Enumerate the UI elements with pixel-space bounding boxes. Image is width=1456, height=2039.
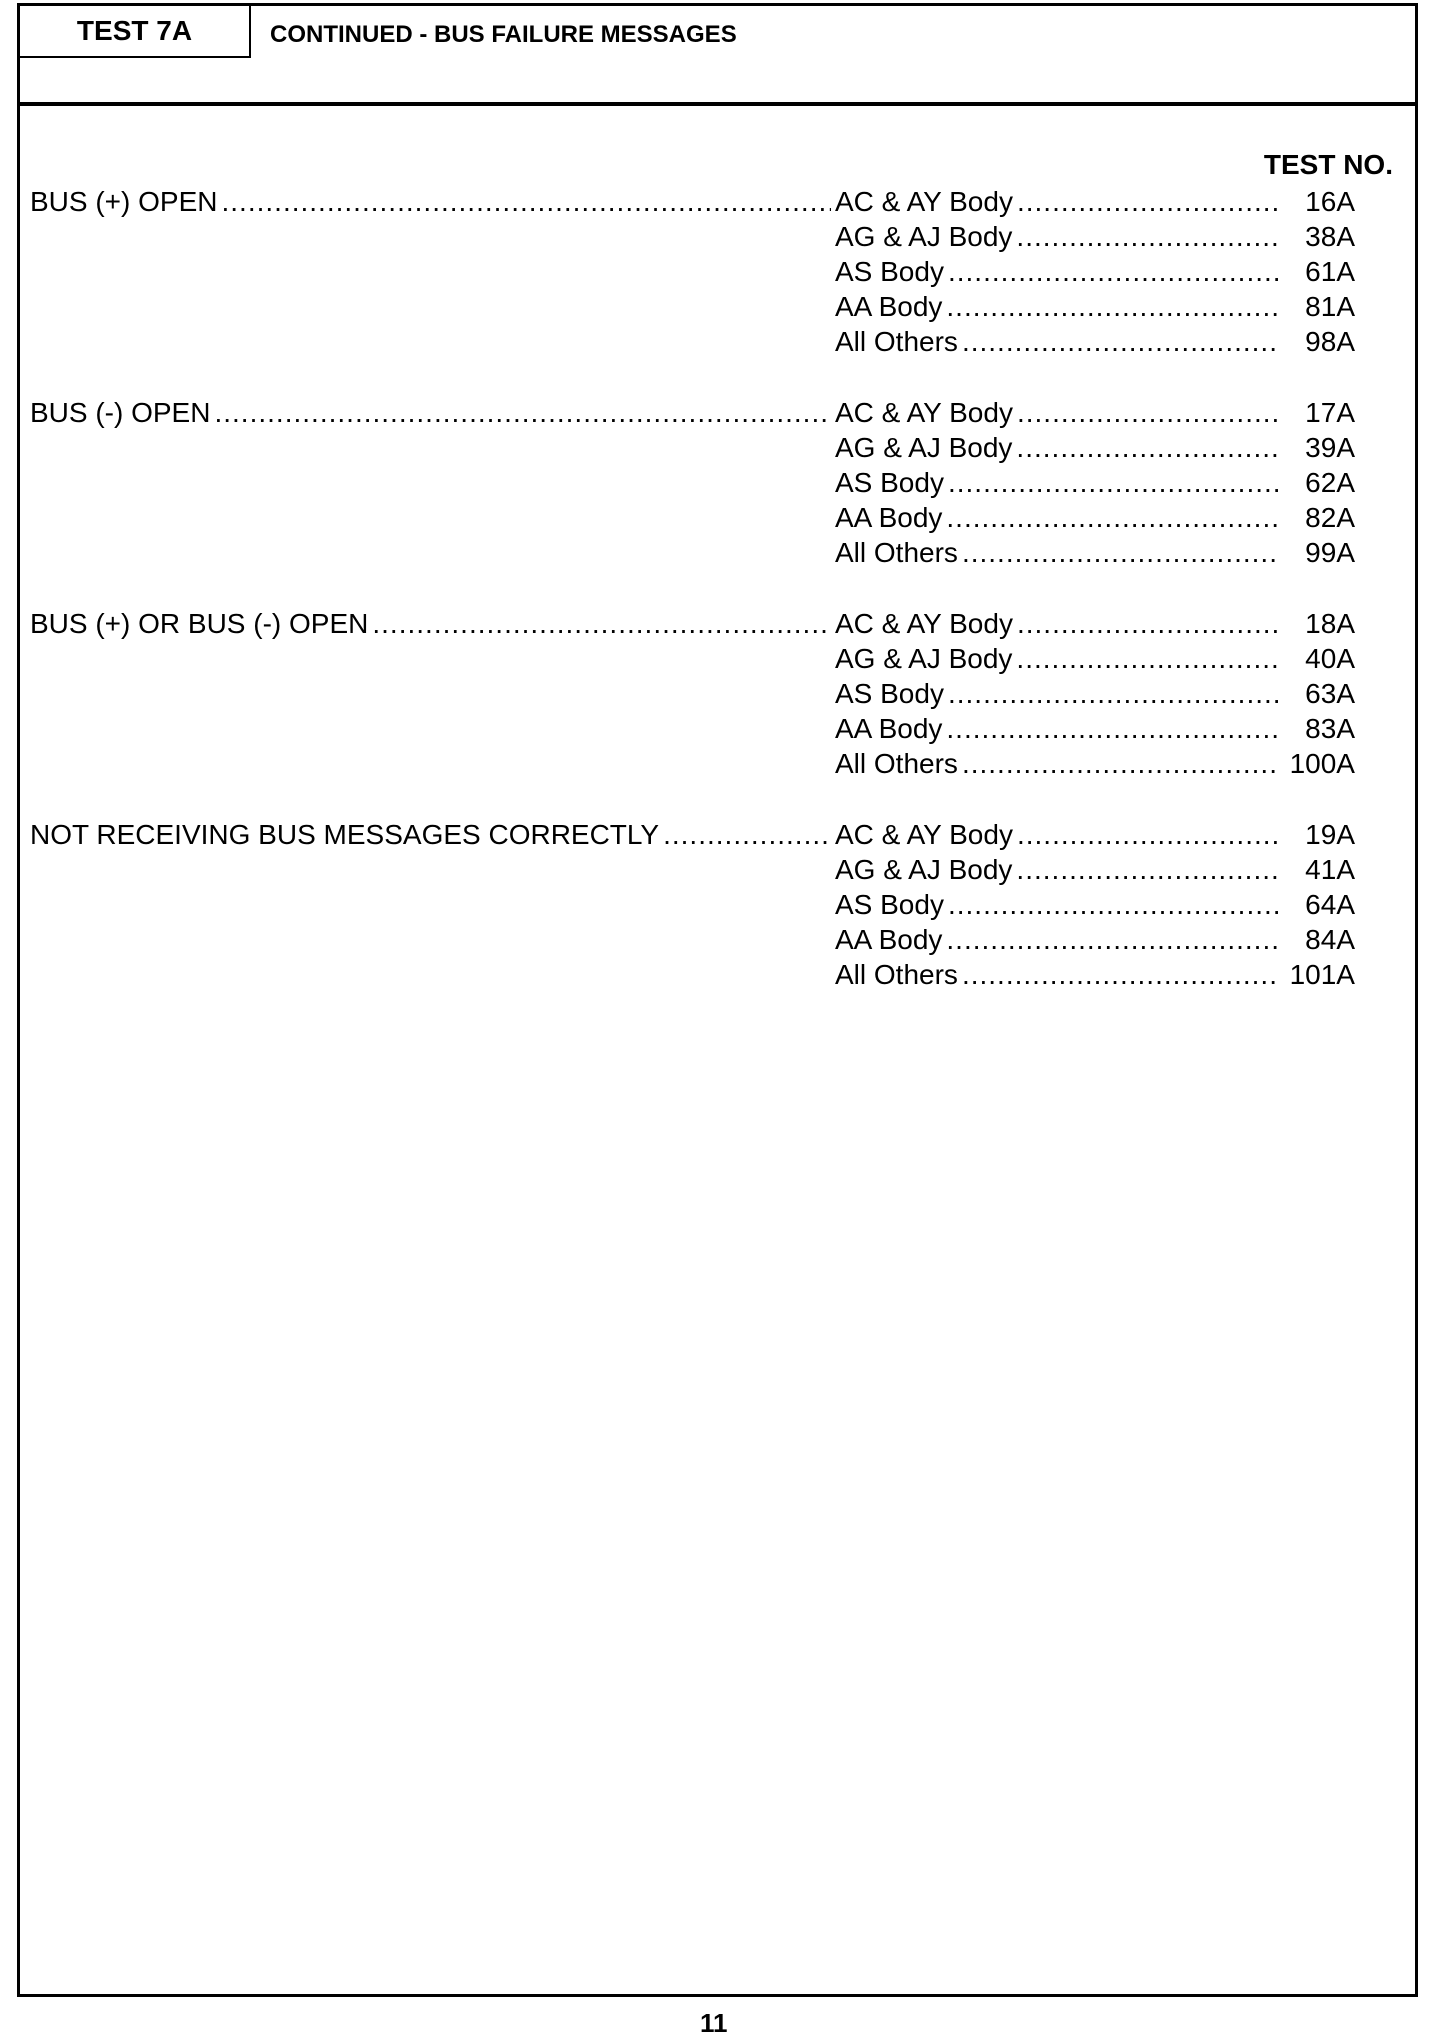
test-number: 40A (1305, 643, 1355, 674)
body-type: AG & AJ Body (835, 643, 1013, 674)
table-row (30, 606, 1370, 641)
test-number: 16A (1305, 186, 1355, 217)
table-row (30, 922, 1370, 957)
test-number: 101A (1289, 959, 1355, 990)
dot-leader (962, 324, 1279, 359)
message-group (30, 606, 1370, 781)
message-cell (30, 430, 835, 465)
body-cell (835, 254, 1283, 289)
dot-leader (1017, 606, 1279, 641)
table-row (30, 746, 1370, 781)
failure-message: BUS (+) OPEN (30, 186, 218, 217)
failure-message: BUS (-) OPEN (30, 397, 211, 428)
header-title: CONTINUED - BUS FAILURE MESSAGES (270, 21, 737, 48)
page-header (20, 6, 1415, 106)
body-type: AA Body (835, 924, 943, 955)
table-row (30, 887, 1370, 922)
body-cell (835, 887, 1283, 922)
body-type: All Others (835, 959, 958, 990)
body-type: All Others (835, 537, 958, 568)
body-cell (835, 219, 1283, 254)
table-row (30, 289, 1370, 324)
page-number: 11 (700, 2008, 728, 2038)
table-row (30, 430, 1370, 465)
test-number: 98A (1305, 326, 1355, 357)
dot-leader (962, 535, 1279, 570)
test-number: 82A (1305, 502, 1355, 533)
body-cell (835, 606, 1283, 641)
body-type: AS Body (835, 678, 944, 709)
table-row (30, 711, 1370, 746)
table-row (30, 852, 1370, 887)
dot-leader (1017, 184, 1279, 219)
test-no-column-header: TEST NO. (1263, 149, 1393, 180)
message-group (30, 395, 1370, 570)
test-id-label: TEST 7A (76, 15, 193, 46)
body-cell (835, 711, 1283, 746)
message-cell (30, 922, 835, 957)
dot-leader (948, 254, 1279, 289)
table-row (30, 957, 1370, 992)
test-number: 100A (1289, 748, 1355, 779)
failure-message: BUS (+) OR BUS (-) OPEN (30, 608, 369, 639)
test-number: 18A (1305, 608, 1355, 639)
message-group (30, 817, 1370, 992)
test-number: 61A (1305, 256, 1355, 287)
test-number: 17A (1305, 397, 1355, 428)
body-cell (835, 852, 1283, 887)
body-cell (835, 535, 1283, 570)
table-row (30, 500, 1370, 535)
message-cell (30, 254, 835, 289)
test-number: 41A (1305, 854, 1355, 885)
test-number: 63A (1305, 678, 1355, 709)
message-cell (30, 606, 835, 641)
table-row (30, 184, 1370, 219)
body-type: AS Body (835, 467, 944, 498)
test-id-box (20, 6, 251, 58)
test-number: 64A (1305, 889, 1355, 920)
body-cell (835, 430, 1283, 465)
dot-leader (663, 817, 831, 852)
table-row (30, 535, 1370, 570)
body-type: AG & AJ Body (835, 432, 1013, 463)
dot-leader (946, 289, 1279, 324)
body-cell (835, 922, 1283, 957)
body-type: AC & AY Body (835, 819, 1013, 850)
message-cell (30, 465, 835, 500)
message-cell (30, 711, 835, 746)
body-type: AC & AY Body (835, 608, 1013, 639)
message-cell (30, 219, 835, 254)
message-cell (30, 500, 835, 535)
dot-leader (946, 711, 1279, 746)
body-cell (835, 817, 1283, 852)
test-number: 84A (1305, 924, 1355, 955)
body-cell (835, 395, 1283, 430)
body-cell (835, 289, 1283, 324)
message-cell (30, 676, 835, 711)
body-type: AS Body (835, 256, 944, 287)
dot-leader (1016, 641, 1279, 676)
message-cell (30, 641, 835, 676)
body-type: AC & AY Body (835, 397, 1013, 428)
body-cell (835, 676, 1283, 711)
table-row (30, 324, 1370, 359)
dot-leader (1017, 817, 1279, 852)
message-cell (30, 184, 835, 219)
test-number: 62A (1305, 467, 1355, 498)
body-cell (835, 957, 1283, 992)
test-number: 39A (1305, 432, 1355, 463)
body-type: AG & AJ Body (835, 221, 1013, 252)
message-cell (30, 324, 835, 359)
test-number: 83A (1305, 713, 1355, 744)
message-cell (30, 395, 835, 430)
failure-message: NOT RECEIVING BUS MESSAGES CORRECTLY (30, 819, 660, 850)
body-type: AS Body (835, 889, 944, 920)
table-row (30, 817, 1370, 852)
dot-leader (946, 500, 1279, 535)
dot-leader (1017, 395, 1279, 430)
body-type: AA Body (835, 502, 943, 533)
dot-leader (946, 922, 1279, 957)
dot-leader (221, 184, 831, 219)
body-type: AA Body (835, 291, 943, 322)
body-type: AC & AY Body (835, 186, 1013, 217)
dot-leader (372, 606, 831, 641)
dot-leader (948, 676, 1279, 711)
page-frame (17, 3, 1418, 1997)
table-row (30, 465, 1370, 500)
table-row (30, 641, 1370, 676)
table-row (30, 395, 1370, 430)
message-cell (30, 535, 835, 570)
body-type: All Others (835, 748, 958, 779)
body-cell (835, 324, 1283, 359)
dot-leader (1016, 852, 1279, 887)
dot-leader (962, 746, 1279, 781)
body-type: All Others (835, 326, 958, 357)
message-cell (30, 289, 835, 324)
message-cell (30, 852, 835, 887)
message-cell (30, 887, 835, 922)
message-cell (30, 817, 835, 852)
bus-failure-table (30, 184, 1370, 1028)
body-cell (835, 641, 1283, 676)
body-type: AG & AJ Body (835, 854, 1013, 885)
body-type: AA Body (835, 713, 943, 744)
test-number: 99A (1305, 537, 1355, 568)
dot-leader (1016, 430, 1279, 465)
test-number: 19A (1305, 819, 1355, 850)
message-cell (30, 746, 835, 781)
body-cell (835, 746, 1283, 781)
body-cell (835, 465, 1283, 500)
body-cell (835, 500, 1283, 535)
message-group (30, 184, 1370, 359)
dot-leader (962, 957, 1279, 992)
table-row (30, 676, 1370, 711)
dot-leader (214, 395, 831, 430)
dot-leader (948, 465, 1279, 500)
table-row (30, 254, 1370, 289)
table-row (30, 219, 1370, 254)
test-number: 38A (1305, 221, 1355, 252)
dot-leader (1016, 219, 1279, 254)
message-cell (30, 957, 835, 992)
dot-leader (948, 887, 1279, 922)
body-cell (835, 184, 1283, 219)
test-number: 81A (1305, 291, 1355, 322)
